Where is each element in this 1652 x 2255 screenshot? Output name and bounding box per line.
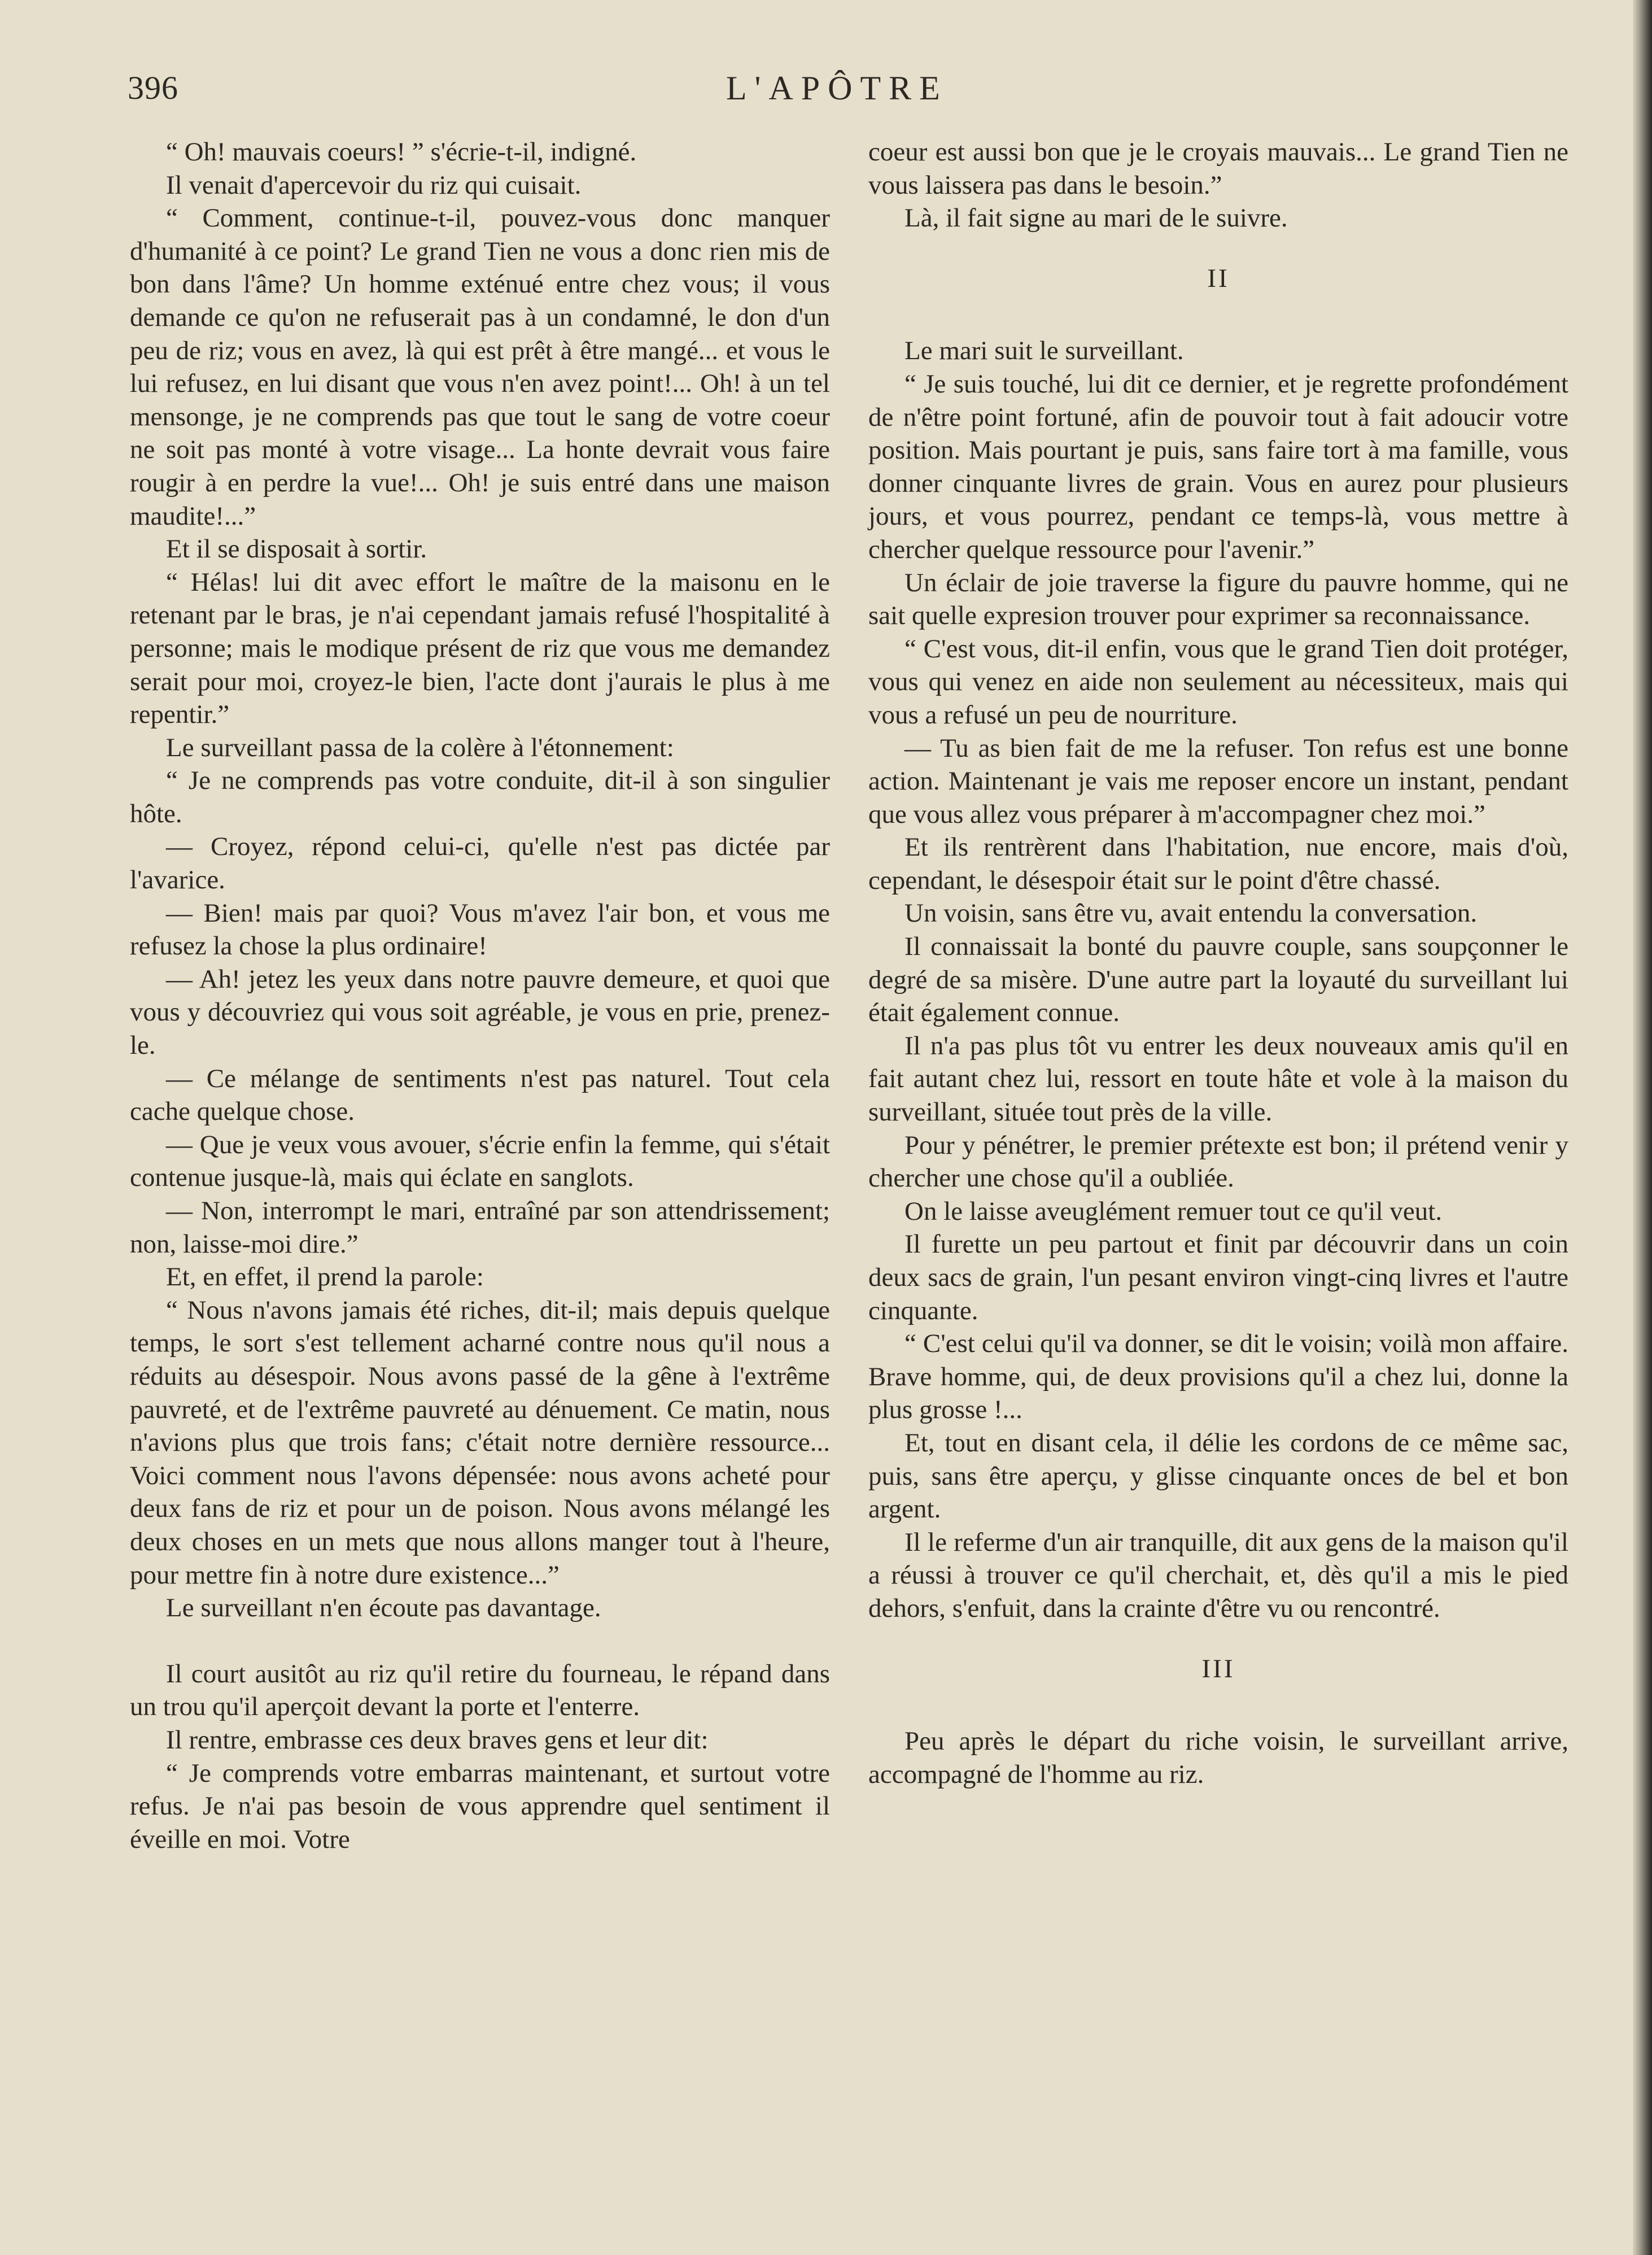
paragraph: Et il se disposait à sortir.: [166, 534, 427, 564]
paragraph: Un voisin, sans être vu, avait entendu la conversation.: [904, 898, 1478, 928]
paragraph: “ Comment, continue-t-il, pouvez-vous donc manquer d'humanité à ce point? Le grand Tien ne vous a donc rien mis de bon dans l'âme? Un homme exténué entre chez vous; il vous demande ce qu'on ne refuserait pas à un condamné, le don d'un peu de riz; vous en avez, là qui est prêt à être mangé... et vous le lui refusez, en lui disant que vous n'en avez point!... Oh! à un tel mensonge, je ne comprends pas que tout le sang de votre coeur ne soit pas monté à votre visage... La honte devrait vous faire rougir à en perdre la vue!... Oh! je suis entré dans une maison maudite!...”: [130, 203, 830, 531]
paragraph: Et, en effet, il prend la parole:: [166, 1262, 484, 1292]
paragraph: “ Hélas! lui dit avec effort le maître de la maisonu en le retenant par le bras, je n'ai cependant jamais refusé l'hospitalité à personne; mais le modique présent de riz que vous me demandez serait pour moi, croyez-le bien, l'acte dont j'aurais le plus à me repentir.”: [130, 567, 830, 730]
paragraph: Un éclair de joie traverse la figure du pauvre homme, qui ne sait quelle expresion trouver pour exprimer sa reconnaissance.: [868, 568, 1568, 631]
paragraph: Il le referme d'un air tranquille, dit aux gens de la maison qu'il a réussi à trouver ce qu'il cherchait, et, dès qu'il a mis le pied dehors, s'enfuit, dans la crainte d'être vu ou rencontré.: [868, 1527, 1568, 1623]
paragraph: Il rentre, embrasse ces deux braves gens et leur dit:: [166, 1725, 709, 1755]
paragraph: Il furette un peu partout et finit par découvrir dans un coin deux sacs de grain, l'un pesant environ vingt-cinq livres et l'autre cinquante.: [868, 1229, 1568, 1325]
paragraph: Le surveillant n'en écoute pas davantage.: [166, 1593, 601, 1623]
paragraph: Il n'a pas plus tôt vu entrer les deux nouveaux amis qu'il en fait autant chez lui, ressort en toute hâte et vole à la maison du surveillant, située tout près de la ville.: [868, 1031, 1568, 1127]
paragraph: Et ils rentrèrent dans l'habitation, nue encore, mais d'où, cependant, le désespoir était sur le point d'être chassé.: [868, 832, 1568, 895]
page-number: 396: [128, 69, 178, 106]
paragraph: Le mari suit le surveillant.: [904, 336, 1184, 366]
paragraph: “ C'est vous, dit-il enfin, vous que le grand Tien doit protéger, vous qui venez en aide non seulement au nécessiteux, mais qui vous a refusé un peu de nourriture.: [868, 634, 1568, 730]
paragraph: Là, il fait signe au mari de le suivre.: [904, 203, 1288, 233]
paragraph: — Bien! mais par quoi? Vous m'avez l'air bon, et vous me refusez la chose la plus ordinaire!: [130, 898, 830, 961]
paragraph: “ Je suis touché, lui dit ce dernier, et je regrette profondément de n'être point fortuné, afin de pouvoir tout à fait adoucir votre position. Mais pourtant je puis, sans faire tort à ma famille, vous donner cinquante livres de grain. Vous en aurez pour plusieurs jours, et vous pourrez, pendant ce temps-là, vous mettre à chercher quelque ressource pour l'avenir.”: [868, 369, 1568, 564]
section-break: [130, 1625, 830, 1658]
page-binding-edge: [1633, 0, 1652, 2255]
paragraph: — Non, interrompt le mari, entraîné par son attendrissement; non, laisse-moi dire.”: [130, 1196, 830, 1259]
paragraph: On le laisse aveuglément remuer tout ce qu'il veut.: [904, 1196, 1443, 1226]
paragraph: “ Je ne comprends pas votre conduite, dit-il à son singulier hôte.: [130, 766, 830, 828]
paragraph: “ Je comprends votre embarras maintenant, et surtout votre refus. Je n'ai pas besoin de vous apprendre quel sentiment il éveille en moi. Votre: [130, 1758, 830, 1854]
paragraph: “ Nous n'avons jamais été riches, dit-il; mais depuis quelque temps, le sort s'est tellement acharné contre nous qu'il nous a réduits au désespoir. Nous avons passé de la gêne à l'extrême pauvreté, et de l'extrême pauvreté au dénuement. Ce matin, nous n'avions plus que trois fans; c'était notre dernière ressource... Voici comment nous l'avons dépensée: nous avons acheté pour deux fans de riz et pour un de poison. Nous avons mélangé les deux choses en un mets que nous allons manger tout à l'heure, pour mettre fin à notre dure existence...”: [130, 1295, 830, 1590]
paragraph: — Que je veux vous avouer, s'écrie enfin la femme, qui s'était contenue jusque-là, mais qui éclate en sanglots.: [130, 1129, 830, 1193]
paragraph: Il connaissait la bonté du pauvre couple, sans soupçonner le degré de sa misère. D'une autre part la loyauté du surveillant lui était également connue.: [868, 932, 1568, 1028]
section-heading-ii: II: [1207, 263, 1230, 293]
running-title: L'APÔTRE: [726, 69, 948, 107]
paragraph: “ C'est celui qu'il va donner, se dit le voisin; voilà mon affaire. Brave homme, qui, de deux provisions qu'il a chez lui, donne la plus grosse !...: [868, 1329, 1568, 1425]
paragraph: — Ce mélange de sentiments n'est pas naturel. Tout cela cache quelque chose.: [130, 1063, 830, 1127]
paragraph: Il court ausitôt au riz qu'il retire du fourneau, le répand dans un trou qu'il aperçoit devant la porte et l'enterre.: [130, 1659, 830, 1722]
paragraph: Il venait d'apercevoir du riz qui cuisait.: [166, 170, 582, 200]
paragraph-continued: coeur est aussi bon que je le croyais mauvais... Le grand Tien ne vous laissera pas dans le besoin.”: [868, 137, 1568, 200]
section-heading-iii: III: [1201, 1654, 1235, 1683]
paragraph: Peu après le départ du riche voisin, le surveillant arrive, accompagné de l'homme au riz.: [868, 1726, 1568, 1789]
right-column: [868, 136, 1568, 1791]
paragraph: — Croyez, répond celui-ci, qu'elle n'est pas dictée par l'avarice.: [130, 832, 830, 895]
paragraph: Et, tout en disant cela, il délie les cordons de ce même sac, puis, sans être aperçu, y glisse cinquante onces de bel et bon argent.: [868, 1428, 1568, 1524]
paragraph: — Tu as bien fait de me la refuser. Ton refus est une bonne action. Maintenant je vais me reposer encore un instant, pendant que vous allez vous préparer à m'accompagner chez moi.”: [868, 733, 1568, 829]
paragraph: Le surveillant passa de la colère à l'étonnement:: [166, 732, 674, 762]
paragraph: “ Oh! mauvais coeurs! ” s'écrie-t-il, indigné.: [166, 137, 637, 167]
paragraph: Pour y pénétrer, le premier prétexte est bon; il prétend venir y chercher une chose qu'il a oubliée.: [868, 1130, 1568, 1193]
paragraph: — Ah! jetez les yeux dans notre pauvre demeure, et quoi que vous y découvriez qui vous soit agréable, je vous en prie, prenez-le.: [130, 964, 830, 1061]
left-column: [130, 136, 830, 1856]
page-header: [128, 69, 974, 114]
